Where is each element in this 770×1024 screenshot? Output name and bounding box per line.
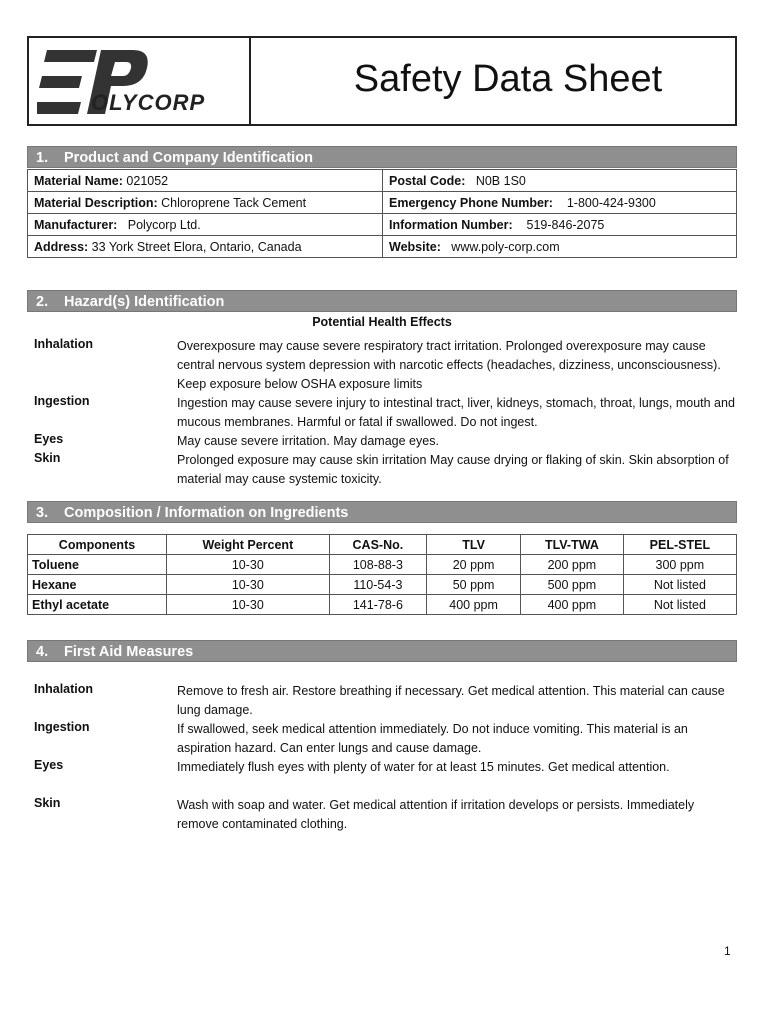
hazard-description: Ingestion may cause severe injury to intestinal tract, liver, kidneys, stomach, throat, lungs, mouth and mucous membranes. Harmful or fatal if swallowed. Do not ingest. (177, 396, 735, 429)
section-3-header (27, 501, 737, 523)
hazard-term: Skin (34, 451, 61, 465)
table-cell: 400 ppm (427, 595, 521, 615)
hazard-term: Ingestion (34, 394, 90, 408)
composition-table (27, 534, 737, 615)
field-label: Material Description: (34, 195, 158, 210)
table-cell: Not listed (623, 595, 736, 615)
first-aid-description: Remove to fresh air. Restore breathing if necessary. Get medical attention. This material can cause lung damage. (177, 684, 725, 717)
table-cell (383, 214, 737, 236)
table-cell: 500 ppm (521, 575, 624, 595)
table-row (28, 575, 737, 595)
table-header-row (28, 535, 737, 555)
field-value: 519-846-2075 (526, 217, 605, 232)
hazard-description: Overexposure may cause severe respiratory tract irritation. Prolonged overexposure may cause central nervous system depression with narcotic effects (headaches, dizziness, unconsciousness). Keep exposure below OSHA exposure limits (177, 339, 721, 391)
table-cell: 108-88-3 (329, 555, 426, 575)
table-cell: Ethyl acetate (28, 595, 167, 615)
table-cell: 10-30 (167, 595, 330, 615)
field-label: Material Name: (34, 173, 123, 188)
table-cell (383, 236, 737, 258)
field-value: 1-800-424-9300 (566, 195, 656, 210)
table-cell: 10-30 (167, 555, 330, 575)
first-aid-description: Immediately flush eyes with plenty of water for at least 15 minutes. Get medical attention. (177, 760, 670, 774)
section-number: 1. (36, 150, 49, 166)
section-4-header (27, 640, 737, 662)
section-2-header (27, 290, 737, 312)
table-cell: 20 ppm (427, 555, 521, 575)
table-cell: Hexane (28, 575, 167, 595)
table-cell: 110-54-3 (329, 575, 426, 595)
section-number: 4. (36, 644, 49, 660)
hazard-description: Prolonged exposure may cause skin irritation May cause drying or flaking of skin. Skin absorption of material may cause systemic toxicity. (177, 453, 729, 486)
table-row (28, 555, 737, 575)
field-label: Information Number: (389, 217, 513, 232)
first-aid-term: Inhalation (34, 682, 94, 696)
section-title: Product and Company Identification (64, 150, 313, 166)
field-label: Postal Code: (389, 173, 466, 188)
table-row (28, 236, 737, 258)
field-label: Website: (389, 239, 441, 254)
table-row (28, 214, 737, 236)
first-aid-description: Wash with soap and water. Get medical attention if irritation develops or persists. Immediately remove contaminated clothing. (177, 798, 695, 831)
field-value: 33 York Street Elora, Ontario, Canada (91, 239, 302, 254)
table-cell (383, 170, 737, 192)
table-row (28, 595, 737, 615)
field-label: Manufacturer: (34, 217, 118, 232)
column-header: CAS-No. (329, 535, 426, 555)
first-aid-description: If swallowed, seek medical attention immediately. Do not induce vomiting. This material is an aspiration hazard. Can enter lungs and cause damage. (177, 722, 688, 755)
first-aid-term: Ingestion (34, 720, 90, 734)
table-cell: 300 ppm (623, 555, 736, 575)
page-number: 1 (724, 944, 731, 958)
table-cell (28, 170, 383, 192)
section-title: Composition / Information on Ingredients (64, 505, 349, 521)
field-value: N0B 1S0 (475, 173, 526, 188)
table-cell: 50 ppm (427, 575, 521, 595)
column-header: Components (28, 535, 167, 555)
potential-health-effects-title: Potential Health Effects (312, 315, 452, 329)
table-cell: 400 ppm (521, 595, 624, 615)
section-number: 2. (36, 294, 49, 310)
first-aid-term: Eyes (34, 758, 64, 772)
field-label: Emergency Phone Number: (389, 195, 553, 210)
section-title: Hazard(s) Identification (64, 294, 225, 310)
table-cell: Not listed (623, 575, 736, 595)
field-value: www.poly-corp.com (451, 239, 560, 254)
section-number: 3. (36, 505, 49, 521)
field-value: Chloroprene Tack Cement (161, 195, 307, 210)
hazard-description: May cause severe irritation. May damage eyes. (177, 434, 439, 448)
table-cell: 200 ppm (521, 555, 624, 575)
table-cell (28, 214, 383, 236)
table-cell (383, 192, 737, 214)
table-cell: Toluene (28, 555, 167, 575)
logo-cell (29, 38, 251, 124)
table-row (28, 192, 737, 214)
first-aid-term: Skin (34, 796, 61, 810)
column-header: TLV (427, 535, 521, 555)
hazard-term: Inhalation (34, 337, 94, 351)
table-cell: 10-30 (167, 575, 330, 595)
identification-table (27, 169, 737, 258)
column-header: PEL-STEL (623, 535, 736, 555)
field-value: 021052 (126, 173, 169, 188)
column-header: TLV-TWA (521, 535, 624, 555)
section-title: First Aid Measures (64, 644, 194, 660)
title-cell (251, 38, 735, 124)
logo-wordmark: OLYCORP (91, 90, 206, 115)
table-row (28, 170, 737, 192)
document-title: Safety Data Sheet (353, 58, 663, 100)
document-header (27, 36, 737, 126)
table-cell (28, 192, 383, 214)
field-label: Address: (34, 239, 89, 254)
table-cell (28, 236, 383, 258)
column-header: Weight Percent (167, 535, 330, 555)
section-1-header (27, 146, 737, 168)
hazard-term: Eyes (34, 432, 64, 446)
field-value: Polycorp Ltd. (127, 217, 201, 232)
table-cell: 141-78-6 (329, 595, 426, 615)
